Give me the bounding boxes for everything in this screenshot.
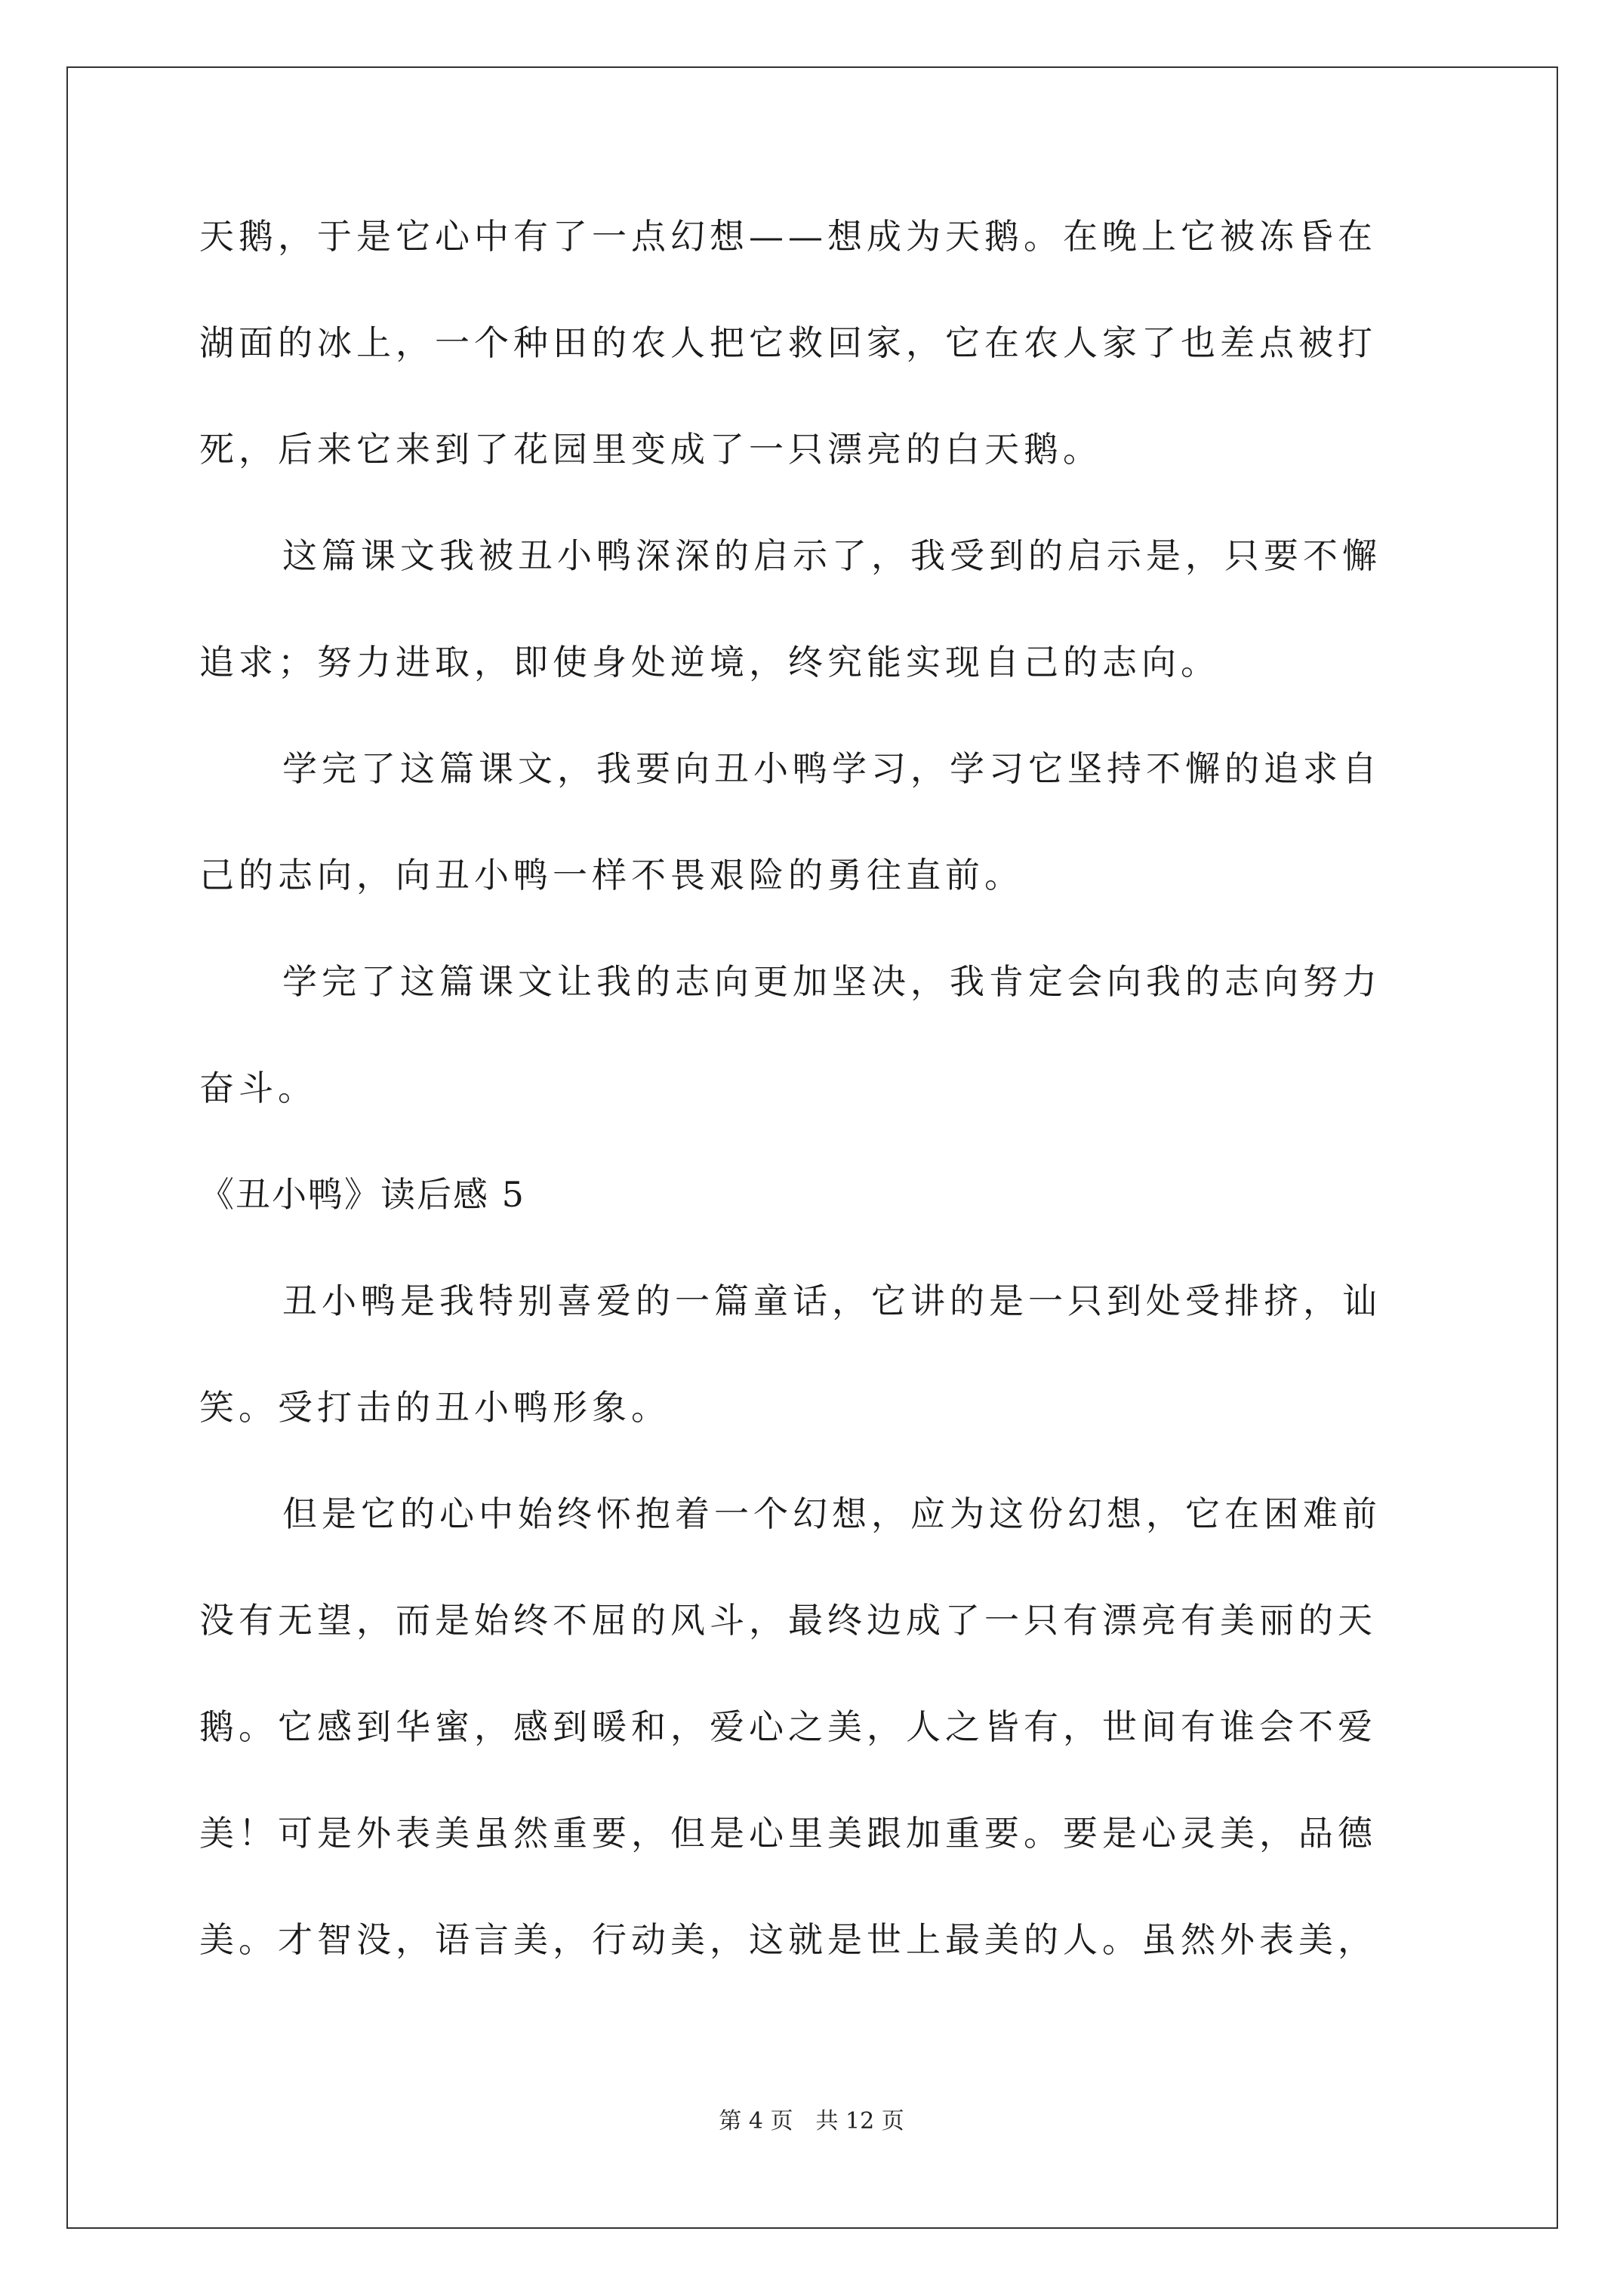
text-line: 没有无望，而是始终不屈的风斗，最终边成了一只有漂亮有美丽的天 [199, 1600, 1377, 1641]
paragraph-start-line: 但是它的心中始终怀抱着一个幻想，应为这份幻想，它在困难前 [282, 1493, 1381, 1534]
text-line: 死，后来它来到了花园里变成了一只漂亮的白天鹅。 [199, 429, 1102, 470]
text-line: 湖面的冰上，一个种田的农人把它救回家，它在农人家了也差点被打 [199, 322, 1377, 363]
text-line: 美。才智没，语言美，行动美，这就是世上最美的人。虽然外表美， [199, 1919, 1377, 1960]
paragraph-start-line: 学完了这篇课文，我要向丑小鸭学习，学习它坚持不懈的追求自 [282, 748, 1381, 789]
paragraph-start-line: 学完了这篇课文让我的志向更加坚决，我肯定会向我的志向努力 [282, 961, 1381, 1002]
page-number: 第 4 页 [719, 2108, 793, 2134]
text-line: 天鹅，于是它心中有了一点幻想——想成为天鹅。在晚上它被冻昏在 [199, 216, 1377, 257]
paragraph-start-line: 丑小鸭是我特别喜爱的一篇童话，它讲的是一只到处受排挤，讪 [282, 1281, 1381, 1321]
page-footer [0, 2106, 1623, 2137]
text-line: 己的志向，向丑小鸭一样不畏艰险的勇往直前。 [199, 855, 1024, 895]
text-line: 追求；努力进取，即使身处逆境，终究能实现自己的志向。 [199, 642, 1220, 683]
section-heading: 《丑小鸭》读后感 5 [199, 1174, 525, 1215]
page-total: 共 12 页 [815, 2108, 904, 2134]
page-border [66, 66, 1558, 2229]
text-line: 美！可是外表美虽然重要，但是心里美跟加重要。要是心灵美，品德 [199, 1813, 1377, 1854]
text-line: 笑。受打击的丑小鸭形象。 [199, 1387, 670, 1428]
paragraph-start-line: 这篇课文我被丑小鸭深深的启示了，我受到的启示是，只要不懈 [282, 535, 1381, 576]
text-line: 鹅。它感到华蜜，感到暖和，爱心之美，人之皆有，世间有谁会不爱 [199, 1706, 1377, 1747]
text-line: 奋斗。 [199, 1068, 317, 1108]
